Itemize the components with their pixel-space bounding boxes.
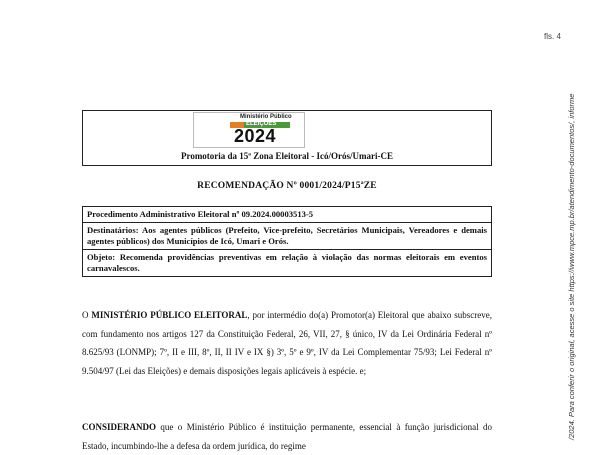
logo-band-text: ELEIÇÕES	[246, 121, 277, 127]
logo-year: 2024	[234, 126, 277, 146]
considerando-bold: CONSIDERANDO	[82, 422, 157, 432]
paragraph-intro	[82, 306, 492, 380]
objeto-row	[83, 250, 491, 276]
procedimento-row	[83, 207, 491, 223]
objeto-text: Recomenda providências preventivas em relação à violação das normas eleitorais em eventos carnavalescos.	[87, 252, 487, 273]
procedimento-text: Procedimento Administrativo Eleitoral nº 09.2024.00003513-5	[87, 209, 314, 219]
considerando-rest: que o Ministério Público é instituição permanente, essencial à função jurisdicional do Estado, incumbindo-lhe a defesa da ordem jurídica, do regime	[82, 422, 492, 451]
paragraph-considerando	[82, 418, 492, 455]
destinatarios-row	[83, 223, 491, 250]
destinatarios-label: Destinatários:	[87, 225, 139, 235]
intro-lead: O	[82, 310, 92, 320]
side-verification-note: /2024. Para conferir o original, acesse o site https://www.mpce.mp.br/atendimento-documentos/, informe	[567, 93, 576, 440]
recommendation-title: RECOMENDAÇÃO Nº 0001/2024/P15ªZE	[197, 181, 377, 191]
intro-rest: , por intermédio do(a) Promotor(a) Eleitoral que abaixo subscreve, com fundamento nos artigos 127 da Constituição Federal, 26, VII, 27, § único, IV da Lei Ordinária Federal nº 8.625/93 (LONMP); 7º, II e III, 8º, II, II IV e IX §) 3º, 5º e 9º, IV da Lei Complementar 75/93; Lei Federal nº 9.504/97 (Lei das Eleições) e demais disposições legais aplicáveis à espécie. e;	[82, 310, 493, 376]
logo-org: Ministério Público	[240, 114, 292, 120]
page-number: fls. 4	[544, 32, 561, 41]
info-table	[82, 206, 492, 277]
destinatarios-text: Aos agentes públicos (Prefeito, Vice-prefeito, Secretários Municipais, Vereadores e demais agentes públicos) dos Municípios de Icó, Umari e Orós.	[87, 225, 487, 246]
promotoria-title: Promotoria da 15ª Zona Eleitoral - Icó/Orós/Umari-CE	[180, 151, 393, 161]
objeto-label: Objeto:	[87, 252, 116, 262]
elections-logo	[193, 112, 305, 148]
intro-bold: MINISTÉRIO PÚBLICO ELEITORAL	[91, 310, 248, 320]
